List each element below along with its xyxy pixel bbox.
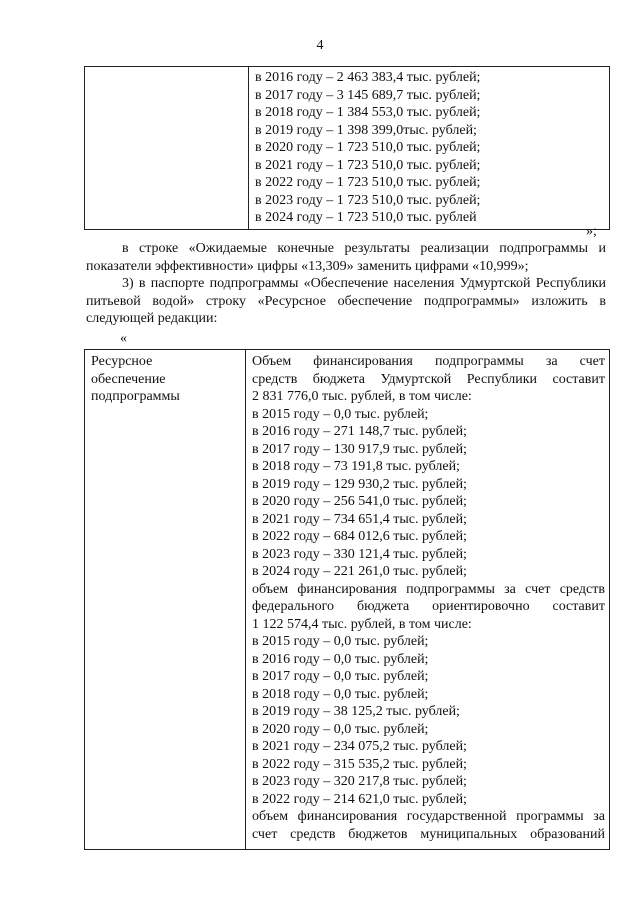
amendment-paragraph: в строке «Ожидаемые конечные результаты реализации подпрограммы и показатели эффективности» цифры «13,309» заменить цифрами «10,999»; <box>86 241 606 274</box>
text-line: федерального бюджета ориентировочно составит <box>252 599 605 614</box>
year-amount-row: в 2023 году – 320 217,8 тыс. рублей; <box>252 774 467 789</box>
year-amount-row: в 2019 году – 1 398 399,0тыс. рублей; <box>255 122 477 138</box>
year-amount-row: в 2019 году – 129 930,2 тыс. рублей; <box>252 476 467 492</box>
year-amount-row: в 2016 году – 271 148,7 тыс. рублей; <box>252 424 467 439</box>
year-amount-row: в 2015 году – 0,0 тыс. рублей; <box>252 406 429 422</box>
text-line: объем финансирования государственной программы за <box>252 809 605 824</box>
resource-provision-table <box>84 349 610 850</box>
year-amount-row: в 2022 году – 214 621,0 тыс. рублей; <box>252 791 467 807</box>
text-line: 2 831 776,0 тыс. рублей, в том числе: <box>252 389 472 404</box>
text-line: счет средств бюджетов муниципальных образований <box>252 826 605 842</box>
resource-value-cell <box>246 350 610 850</box>
resource-label-cell <box>85 350 246 850</box>
year-amount-row: в 2021 году – 734 651,4 тыс. рублей; <box>252 511 467 527</box>
year-amount-row: в 2016 году – 0,0 тыс. рублей; <box>252 651 429 667</box>
text-line: Объем финансирования подпрограммы за счет <box>252 354 605 369</box>
funding-table-continuation <box>84 66 610 230</box>
text-line: объем финансирования подпрограммы за счет средств <box>252 581 605 597</box>
year-amount-row: в 2018 году – 73 191,8 тыс. рублей; <box>252 459 460 474</box>
year-amount-row: в 2021 году – 1 723 510,0 тыс. рублей; <box>255 157 481 173</box>
label-line: Ресурсное <box>91 354 153 369</box>
year-amount-row: в 2022 году – 1 723 510,0 тыс. рублей; <box>255 175 481 190</box>
year-amount-row: в 2020 году – 256 541,0 тыс. рублей; <box>252 494 467 509</box>
year-amount-row: в 2020 году – 0,0 тыс. рублей; <box>252 721 429 737</box>
text-line: 1 122 574,4 тыс. рублей, в том числе: <box>252 616 472 632</box>
text-line: средств бюджета Удмуртской Республики составит <box>252 371 605 387</box>
amendment-paragraph-item-3: 3) в паспорте подпрограммы «Обеспечение населения Удмуртской Республики питьевой водой» строку «Ресурсное обеспечение подпрограммы» изложить в следующей редакции: <box>86 276 606 326</box>
page-number: 4 <box>316 38 324 53</box>
year-amount-row: в 2018 году – 0,0 тыс. рублей; <box>252 686 429 702</box>
label-line: обеспечение <box>91 371 166 387</box>
year-amount-row: в 2018 году – 1 384 553,0 тыс. рублей; <box>255 105 481 120</box>
year-amount-row: в 2017 году – 3 145 689,7 тыс. рублей; <box>255 87 481 103</box>
year-amount-row: в 2023 году – 330 121,4 тыс. рублей; <box>252 546 467 562</box>
year-amount-row: в 2019 году – 38 125,2 тыс. рублей; <box>252 704 460 719</box>
year-amount-row: в 2024 году – 221 261,0 тыс. рублей; <box>252 564 467 579</box>
year-amount-row: в 2017 году – 0,0 тыс. рублей; <box>252 669 429 684</box>
opening-quote-mark: « <box>120 331 127 346</box>
year-amount-row: в 2020 году – 1 723 510,0 тыс. рублей; <box>255 140 481 155</box>
year-amount-row: в 2015 году – 0,0 тыс. рублей; <box>252 634 429 649</box>
year-amount-row: в 2024 году – 1 723 510,0 тыс. рублей <box>255 210 477 225</box>
closing-quote-mark: »; <box>586 224 597 239</box>
label-line: подпрограммы <box>91 389 180 404</box>
table-label-cell-empty <box>85 67 249 230</box>
year-amount-row: в 2021 году – 234 075,2 тыс. рублей; <box>252 739 467 754</box>
year-amount-row: в 2023 году – 1 723 510,0 тыс. рублей; <box>255 192 481 208</box>
year-amount-row: в 2016 году – 2 463 383,4 тыс. рублей; <box>255 70 481 85</box>
year-amount-row: в 2017 году – 130 917,9 тыс. рублей; <box>252 441 467 457</box>
year-amount-row: в 2022 году – 684 012,6 тыс. рублей; <box>252 529 467 544</box>
table-value-cell <box>249 67 610 230</box>
year-amount-row: в 2022 году – 315 535,2 тыс. рублей; <box>252 756 467 772</box>
